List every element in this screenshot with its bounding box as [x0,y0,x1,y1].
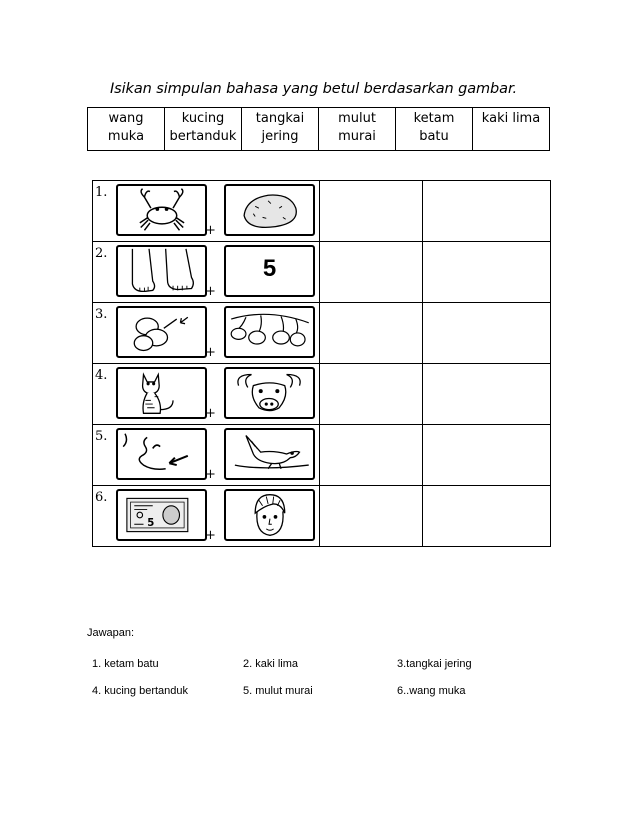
picture-cell [93,364,320,425]
word-bank-line: murai [338,129,376,144]
picture-cell [93,303,320,364]
instruction-text: Isikan simpulan bahasa yang betul berdasarkan gambar. [110,81,517,97]
banknote-icon [116,489,207,541]
answer-cell[interactable] [423,486,551,547]
plus-sign: + [205,223,216,238]
answer-cell[interactable] [320,242,423,303]
mouth-icon [116,428,207,480]
exercise-row [93,303,551,364]
answer-cell[interactable] [320,364,423,425]
buffalo-icon [224,367,315,419]
exercise-table [92,180,551,547]
word-bank-cell [396,108,473,151]
word-bank-cell [242,108,319,151]
plus-sign: + [205,284,216,299]
magpie-bird-icon [224,428,315,480]
picture-cell [93,242,320,303]
answer-cell[interactable] [320,303,423,364]
picture-cell [93,425,320,486]
exercise-row [93,181,551,242]
row-number: 5. [95,429,108,444]
banknote-value: 5 [147,518,155,530]
answer-cell[interactable] [423,242,551,303]
exercise-row [93,242,551,303]
feet-icon [116,245,207,297]
answer-item: 2. kaki lima [243,658,299,670]
answer-cell[interactable] [320,181,423,242]
answer-cell[interactable] [423,181,551,242]
crab-icon [116,184,207,236]
word-bank-line: jering [261,129,299,144]
jering-fruit-icon [116,306,207,358]
word-bank-line: ketam [413,111,455,126]
number-five-text: 5 [262,255,277,282]
word-bank-line: tangkai [255,111,305,126]
row-number: 3. [95,307,108,322]
number-five-icon [224,245,315,297]
row-number: 6. [95,490,108,505]
row-number: 1. [95,185,108,200]
word-bank-cell [88,108,165,151]
word-bank-cell [473,108,550,151]
stone-icon [224,184,315,236]
answer-item: 5. mulut murai [243,685,313,697]
plus-sign: + [205,467,216,482]
word-bank-table [87,107,550,151]
word-bank-line: kaki lima [481,111,541,126]
word-bank-cell [165,108,242,151]
answer-cell[interactable] [423,364,551,425]
cat-icon [116,367,207,419]
answer-cell[interactable] [320,486,423,547]
answer-item: 4. kucing bertanduk [92,685,189,697]
answer-cell[interactable] [320,425,423,486]
exercise-row [93,364,551,425]
answer-item: 6..wang muka [397,685,466,697]
picture-cell [93,181,320,242]
word-bank-line: muka [107,129,145,144]
answer-cell[interactable] [423,303,551,364]
jering-stalk-icon [224,306,315,358]
plus-sign: + [205,528,216,543]
face-icon [224,489,315,541]
answer-cell[interactable] [423,425,551,486]
exercise-row [93,486,551,547]
word-bank-line: wang [108,111,144,126]
word-bank-line: mulut [338,111,376,126]
row-number: 2. [95,246,108,261]
row-number: 4. [95,368,108,383]
word-bank-line: bertanduk [169,129,237,144]
answer-item: 1. ketam batu [92,658,159,670]
picture-cell [93,486,320,547]
plus-sign: + [205,406,216,421]
answer-item: 3.tangkai jering [397,658,472,670]
plus-sign: + [205,345,216,360]
word-bank-cell [319,108,396,151]
word-bank-line: batu [419,129,449,144]
answers-title: Jawapan: [87,627,135,639]
word-bank-line: kucing [181,111,225,126]
exercise-row [93,425,551,486]
